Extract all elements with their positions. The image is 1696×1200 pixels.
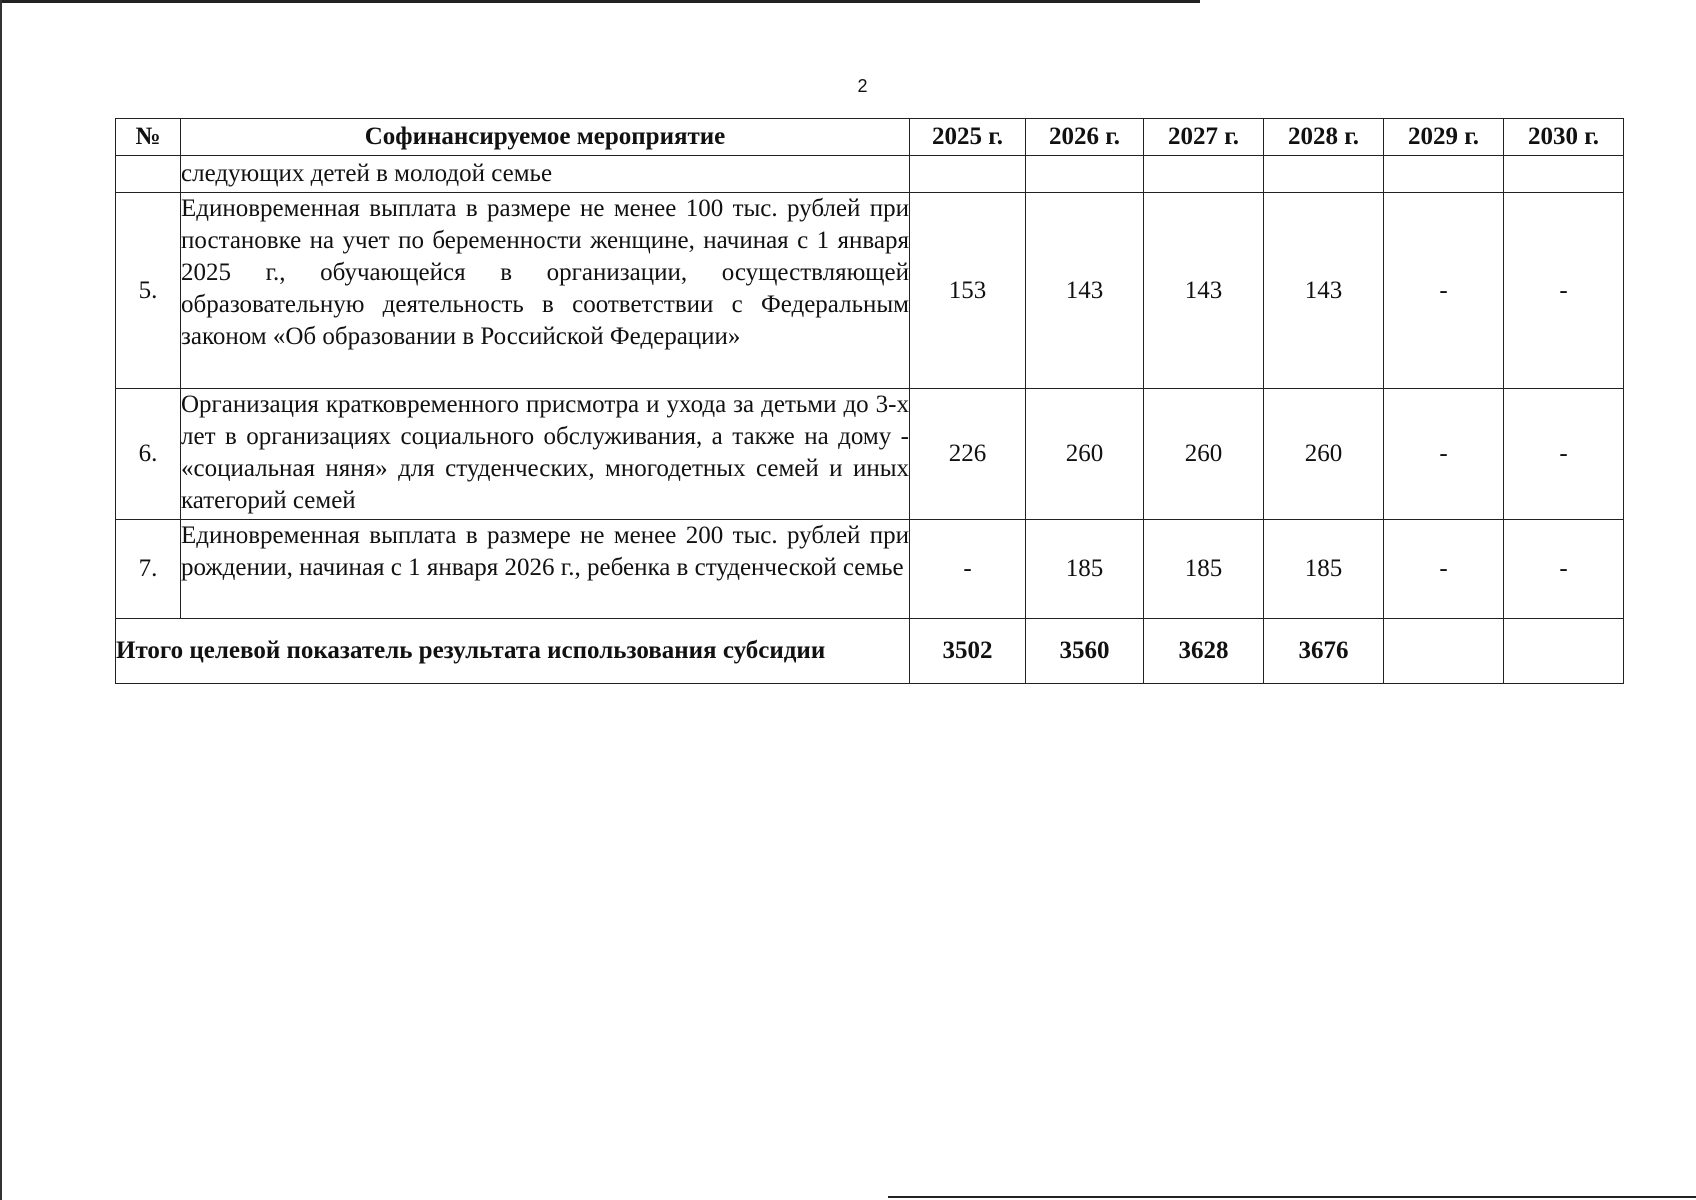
total-2028: 3676: [1264, 619, 1384, 684]
row-activity-cell: Единовременная выплата в размере не менее 100 тыс. рублей при постановке на учет по беременности женщине, начиная с 1 января 2025 г., обучающейся в организации, осуществляющей образовательную деятельность в соответствии с Федеральным законом «Об образовании в Российской Федерации»: [181, 193, 910, 389]
value-2026: 185: [1026, 520, 1144, 619]
table-row-6: [116, 389, 1624, 520]
value-2025: 226: [910, 389, 1026, 520]
header-activity: Софинансируемое мероприятие: [181, 119, 910, 156]
table-row-total: [116, 619, 1624, 684]
value-2028: 260: [1264, 389, 1384, 520]
value-cell: [1384, 156, 1504, 193]
header-year-2029: 2029 г.: [1384, 119, 1504, 156]
header-year-2026: 2026 г.: [1026, 119, 1144, 156]
row-activity-cell: Единовременная выплата в размере не менее 200 тыс. рублей при рождении, начиная с 1 января 2026 г., ребенка в студенческой семье: [181, 520, 910, 619]
header-year-2027: 2027 г.: [1144, 119, 1264, 156]
value-2028: 185: [1264, 520, 1384, 619]
table-row-7: [116, 520, 1624, 619]
table-row-continuation: [116, 156, 1624, 193]
value-2029: -: [1384, 389, 1504, 520]
value-2026: 143: [1026, 193, 1144, 389]
header-year-2030: 2030 г.: [1504, 119, 1624, 156]
table-header-row: [116, 119, 1624, 156]
scan-border-left: [0, 0, 2, 1200]
value-2027: 143: [1144, 193, 1264, 389]
total-label: Итого целевой показатель результата использования субсидии: [116, 619, 910, 684]
value-2027: 185: [1144, 520, 1264, 619]
value-cell: [1504, 156, 1624, 193]
row-activity-cell: Организация кратковременного присмотра и ухода за детьми до 3-х лет в организациях социального обслуживания, а также на дому - «социальная няня» для студенческих, многодетных семей и иных категорий семей: [181, 389, 910, 520]
cofinancing-table: [115, 118, 1624, 684]
total-2029: [1384, 619, 1504, 684]
value-cell: [910, 156, 1026, 193]
value-2025: 153: [910, 193, 1026, 389]
table-row-5: [116, 193, 1624, 389]
row-num-cell: 6.: [116, 389, 181, 520]
header-year-2028: 2028 г.: [1264, 119, 1384, 156]
scan-border-bottom: [888, 1196, 1696, 1198]
value-2029: -: [1384, 520, 1504, 619]
value-cell: [1026, 156, 1144, 193]
header-year-2025: 2025 г.: [910, 119, 1026, 156]
total-2027: 3628: [1144, 619, 1264, 684]
value-cell: [1264, 156, 1384, 193]
value-2026: 260: [1026, 389, 1144, 520]
value-2030: -: [1504, 193, 1624, 389]
value-2027: 260: [1144, 389, 1264, 520]
row-num-cell: [116, 156, 181, 193]
value-cell: [1144, 156, 1264, 193]
row-num-cell: 5.: [116, 193, 181, 389]
value-2030: -: [1504, 389, 1624, 520]
total-2030: [1504, 619, 1624, 684]
row-num-cell: 7.: [116, 520, 181, 619]
value-2029: -: [1384, 193, 1504, 389]
row-activity-cell: следующих детей в молодой семье: [181, 156, 910, 193]
total-2026: 3560: [1026, 619, 1144, 684]
scan-border-top: [0, 0, 1200, 3]
value-2028: 143: [1264, 193, 1384, 389]
page-number: 2: [857, 76, 868, 96]
value-2025: -: [910, 520, 1026, 619]
value-2030: -: [1504, 520, 1624, 619]
total-2025: 3502: [910, 619, 1026, 684]
header-num: №: [116, 119, 181, 156]
